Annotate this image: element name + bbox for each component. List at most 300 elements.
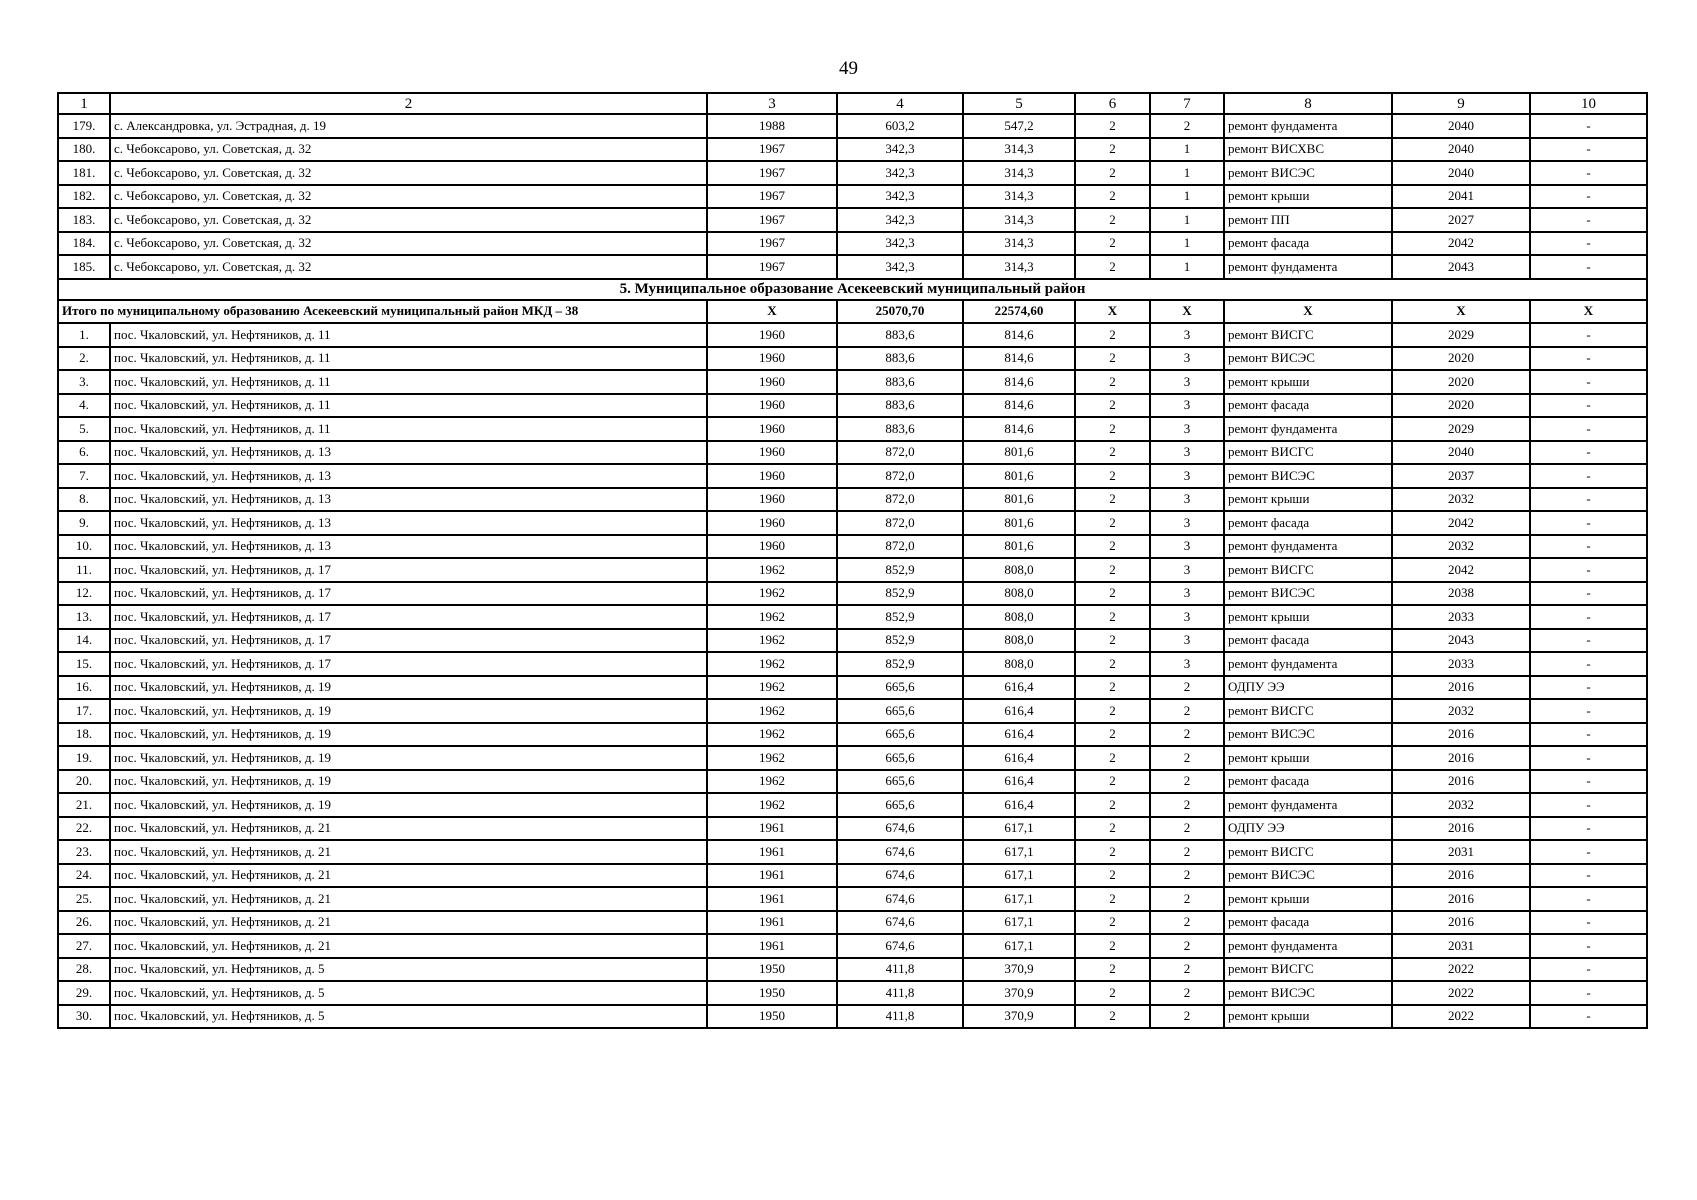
plan-year-cell: 2033	[1392, 605, 1530, 629]
table-row	[58, 417, 1647, 441]
address-cell: пос. Чкаловский, ул. Нефтяников, д. 13	[110, 535, 707, 559]
table-row	[58, 676, 1647, 700]
plan-year-cell: 2029	[1392, 323, 1530, 347]
address-cell: пос. Чкаловский, ул. Нефтяников, д. 19	[110, 746, 707, 770]
work-type-cell: ремонт ВИСЭС	[1224, 981, 1392, 1005]
total-year: X	[707, 300, 837, 324]
plan-year-cell: 2040	[1392, 161, 1530, 185]
entrances-cell: 1	[1150, 208, 1224, 232]
address-cell: с. Чебоксарово, ул. Советская, д. 32	[110, 208, 707, 232]
address-cell: пос. Чкаловский, ул. Нефтяников, д. 21	[110, 864, 707, 888]
table-row	[58, 1005, 1647, 1029]
plan-year-cell: 2016	[1392, 770, 1530, 794]
living-area-cell: 370,9	[963, 981, 1075, 1005]
work-type-cell: ремонт ВИСГС	[1224, 323, 1392, 347]
table-row	[58, 652, 1647, 676]
build-year-cell: 1962	[707, 558, 837, 582]
table-row	[58, 394, 1647, 418]
header-cell: 1	[58, 93, 110, 114]
plan-year-cell: 2042	[1392, 511, 1530, 535]
column-number-header-row	[58, 93, 1647, 114]
table-row	[58, 161, 1647, 185]
entrances-cell: 3	[1150, 323, 1224, 347]
living-area-cell: 808,0	[963, 558, 1075, 582]
floors-cell: 2	[1075, 1005, 1150, 1029]
floors-cell: 2	[1075, 723, 1150, 747]
entrances-cell: 2	[1150, 770, 1224, 794]
row-number-cell: 179.	[58, 114, 110, 138]
row-number-cell: 17.	[58, 699, 110, 723]
living-area-cell: 314,3	[963, 161, 1075, 185]
note-cell: -	[1530, 161, 1647, 185]
entrances-cell: 3	[1150, 441, 1224, 465]
living-area-cell: 617,1	[963, 934, 1075, 958]
entrances-cell: 2	[1150, 793, 1224, 817]
floors-cell: 2	[1075, 652, 1150, 676]
address-cell: пос. Чкаловский, ул. Нефтяников, д. 19	[110, 793, 707, 817]
work-type-cell: ремонт ПП	[1224, 208, 1392, 232]
plan-year-cell: 2041	[1392, 185, 1530, 209]
total-area-cell: 852,9	[837, 629, 963, 653]
plan-year-cell: 2040	[1392, 138, 1530, 162]
floors-cell: 2	[1075, 185, 1150, 209]
table-row	[58, 746, 1647, 770]
page-number: 49	[839, 58, 858, 79]
floors-cell: 2	[1075, 161, 1150, 185]
row-number-cell: 25.	[58, 887, 110, 911]
build-year-cell: 1962	[707, 676, 837, 700]
plan-year-cell: 2022	[1392, 981, 1530, 1005]
total-area-cell: 342,3	[837, 138, 963, 162]
row-number-cell: 19.	[58, 746, 110, 770]
entrances-cell: 3	[1150, 558, 1224, 582]
address-cell: пос. Чкаловский, ул. Нефтяников, д. 19	[110, 723, 707, 747]
living-area-cell: 616,4	[963, 793, 1075, 817]
total-area-cell: 883,6	[837, 347, 963, 371]
row-number-cell: 7.	[58, 464, 110, 488]
row-number-cell: 5.	[58, 417, 110, 441]
total-area-cell: 883,6	[837, 417, 963, 441]
address-cell: с. Александровка, ул. Эстрадная, д. 19	[110, 114, 707, 138]
total-entrances: X	[1150, 300, 1224, 324]
total-area-cell: 852,9	[837, 558, 963, 582]
header-cell: 5	[963, 93, 1075, 114]
section-title: 5. Муниципальное образование Асекеевский муниципальный район	[58, 279, 1647, 300]
table-row	[58, 488, 1647, 512]
work-type-cell: ремонт ВИСЭС	[1224, 464, 1392, 488]
total-area-cell: 411,8	[837, 981, 963, 1005]
entrances-cell: 3	[1150, 370, 1224, 394]
address-cell: пос. Чкаловский, ул. Нефтяников, д. 5	[110, 981, 707, 1005]
work-type-cell: ремонт крыши	[1224, 746, 1392, 770]
work-type-cell: ремонт крыши	[1224, 887, 1392, 911]
plan-year-cell: 2033	[1392, 652, 1530, 676]
plan-year-cell: 2031	[1392, 840, 1530, 864]
entrances-cell: 2	[1150, 723, 1224, 747]
work-type-cell: ремонт фундамента	[1224, 535, 1392, 559]
work-type-cell: ремонт фундамента	[1224, 652, 1392, 676]
row-number-cell: 30.	[58, 1005, 110, 1029]
floors-cell: 2	[1075, 370, 1150, 394]
build-year-cell: 1962	[707, 770, 837, 794]
living-area-cell: 616,4	[963, 723, 1075, 747]
entrances-cell: 1	[1150, 138, 1224, 162]
living-area-cell: 314,3	[963, 208, 1075, 232]
living-area-cell: 617,1	[963, 911, 1075, 935]
total-area-cell: 342,3	[837, 232, 963, 256]
table-row	[58, 535, 1647, 559]
work-type-cell: ремонт фундамента	[1224, 793, 1392, 817]
living-area-cell: 616,4	[963, 770, 1075, 794]
living-area-cell: 617,1	[963, 887, 1075, 911]
address-cell: пос. Чкаловский, ул. Нефтяников, д. 11	[110, 347, 707, 371]
plan-year-cell: 2043	[1392, 629, 1530, 653]
work-type-cell: ремонт фундамента	[1224, 114, 1392, 138]
note-cell: -	[1530, 208, 1647, 232]
total-total-area: 25070,70	[837, 300, 963, 324]
work-type-cell: ремонт крыши	[1224, 370, 1392, 394]
work-type-cell: ремонт фасада	[1224, 770, 1392, 794]
entrances-cell: 3	[1150, 488, 1224, 512]
total-area-cell: 852,9	[837, 582, 963, 606]
address-cell: пос. Чкаловский, ул. Нефтяников, д. 21	[110, 817, 707, 841]
row-number-cell: 16.	[58, 676, 110, 700]
floors-cell: 2	[1075, 488, 1150, 512]
living-area-cell: 616,4	[963, 746, 1075, 770]
living-area-cell: 547,2	[963, 114, 1075, 138]
plan-year-cell: 2016	[1392, 911, 1530, 935]
address-cell: пос. Чкаловский, ул. Нефтяников, д. 11	[110, 394, 707, 418]
entrances-cell: 2	[1150, 746, 1224, 770]
row-number-cell: 10.	[58, 535, 110, 559]
total-area-cell: 883,6	[837, 394, 963, 418]
build-year-cell: 1962	[707, 793, 837, 817]
floors-cell: 2	[1075, 605, 1150, 629]
address-cell: пос. Чкаловский, ул. Нефтяников, д. 21	[110, 840, 707, 864]
address-cell: пос. Чкаловский, ул. Нефтяников, д. 19	[110, 676, 707, 700]
note-cell: -	[1530, 511, 1647, 535]
note-cell: -	[1530, 817, 1647, 841]
row-number-cell: 23.	[58, 840, 110, 864]
plan-year-cell: 2043	[1392, 255, 1530, 279]
note-cell: -	[1530, 605, 1647, 629]
table-row	[58, 793, 1647, 817]
floors-cell: 2	[1075, 394, 1150, 418]
work-type-cell: ремонт фундамента	[1224, 255, 1392, 279]
build-year-cell: 1960	[707, 417, 837, 441]
floors-cell: 2	[1075, 958, 1150, 982]
floors-cell: 2	[1075, 582, 1150, 606]
floors-cell: 2	[1075, 770, 1150, 794]
floors-cell: 2	[1075, 864, 1150, 888]
address-cell: с. Чебоксарово, ул. Советская, д. 32	[110, 161, 707, 185]
address-cell: пос. Чкаловский, ул. Нефтяников, д. 13	[110, 464, 707, 488]
plan-year-cell: 2040	[1392, 441, 1530, 465]
build-year-cell: 1960	[707, 441, 837, 465]
note-cell: -	[1530, 394, 1647, 418]
living-area-cell: 370,9	[963, 958, 1075, 982]
note-cell: -	[1530, 488, 1647, 512]
floors-cell: 2	[1075, 511, 1150, 535]
table-row	[58, 605, 1647, 629]
address-cell: пос. Чкаловский, ул. Нефтяников, д. 19	[110, 770, 707, 794]
living-area-cell: 814,6	[963, 347, 1075, 371]
total-living-area: 22574,60	[963, 300, 1075, 324]
entrances-cell: 2	[1150, 911, 1224, 935]
address-cell: пос. Чкаловский, ул. Нефтяников, д. 21	[110, 887, 707, 911]
note-cell: -	[1530, 347, 1647, 371]
total-area-cell: 852,9	[837, 652, 963, 676]
floors-cell: 2	[1075, 208, 1150, 232]
note-cell: -	[1530, 770, 1647, 794]
work-type-cell: ремонт ВИСГС	[1224, 441, 1392, 465]
build-year-cell: 1960	[707, 464, 837, 488]
table-row	[58, 770, 1647, 794]
plan-year-cell: 2020	[1392, 347, 1530, 371]
work-type-cell: ремонт фасада	[1224, 911, 1392, 935]
build-year-cell: 1960	[707, 511, 837, 535]
build-year-cell: 1967	[707, 208, 837, 232]
living-area-cell: 801,6	[963, 488, 1075, 512]
plan-year-cell: 2016	[1392, 887, 1530, 911]
plan-year-cell: 2032	[1392, 699, 1530, 723]
total-area-cell: 665,6	[837, 723, 963, 747]
entrances-cell: 2	[1150, 934, 1224, 958]
build-year-cell: 1962	[707, 605, 837, 629]
note-cell: -	[1530, 864, 1647, 888]
table-row	[58, 255, 1647, 279]
note-cell: -	[1530, 232, 1647, 256]
total-label: Итого по муниципальному образованию Асекеевский муниципальный район МКД – 38	[58, 300, 707, 324]
plan-year-cell: 2040	[1392, 114, 1530, 138]
note-cell: -	[1530, 370, 1647, 394]
total-area-cell: 665,6	[837, 770, 963, 794]
entrances-cell: 2	[1150, 887, 1224, 911]
row-number-cell: 184.	[58, 232, 110, 256]
table-row	[58, 817, 1647, 841]
table-row	[58, 138, 1647, 162]
address-cell: пос. Чкаловский, ул. Нефтяников, д. 5	[110, 1005, 707, 1029]
address-cell: с. Чебоксарово, ул. Советская, д. 32	[110, 232, 707, 256]
entrances-cell: 3	[1150, 605, 1224, 629]
work-type-cell: ремонт ВИСЭС	[1224, 347, 1392, 371]
entrances-cell: 3	[1150, 347, 1224, 371]
address-cell: пос. Чкаловский, ул. Нефтяников, д. 11	[110, 323, 707, 347]
build-year-cell: 1961	[707, 864, 837, 888]
work-type-cell: ремонт фасада	[1224, 394, 1392, 418]
floors-cell: 2	[1075, 255, 1150, 279]
floors-cell: 2	[1075, 817, 1150, 841]
build-year-cell: 1960	[707, 370, 837, 394]
header-cell: 4	[837, 93, 963, 114]
entrances-cell: 3	[1150, 511, 1224, 535]
floors-cell: 2	[1075, 981, 1150, 1005]
address-cell: пос. Чкаловский, ул. Нефтяников, д. 17	[110, 558, 707, 582]
entrances-cell: 3	[1150, 582, 1224, 606]
work-type-cell: ремонт фасада	[1224, 629, 1392, 653]
build-year-cell: 1967	[707, 232, 837, 256]
work-type-cell: ремонт ВИСХВС	[1224, 138, 1392, 162]
table-row	[58, 232, 1647, 256]
note-cell: -	[1530, 417, 1647, 441]
entrances-cell: 3	[1150, 535, 1224, 559]
build-year-cell: 1961	[707, 817, 837, 841]
address-cell: с. Чебоксарово, ул. Советская, д. 32	[110, 255, 707, 279]
entrances-cell: 2	[1150, 981, 1224, 1005]
header-cell: 6	[1075, 93, 1150, 114]
address-cell: пос. Чкаловский, ул. Нефтяников, д. 17	[110, 582, 707, 606]
build-year-cell: 1961	[707, 887, 837, 911]
note-cell: -	[1530, 887, 1647, 911]
floors-cell: 2	[1075, 441, 1150, 465]
total-plan-year: X	[1392, 300, 1530, 324]
build-year-cell: 1960	[707, 488, 837, 512]
address-cell: пос. Чкаловский, ул. Нефтяников, д. 21	[110, 934, 707, 958]
row-number-cell: 29.	[58, 981, 110, 1005]
floors-cell: 2	[1075, 699, 1150, 723]
row-number-cell: 21.	[58, 793, 110, 817]
entrances-cell: 3	[1150, 464, 1224, 488]
work-type-cell: ремонт ВИСГС	[1224, 699, 1392, 723]
total-area-cell: 665,6	[837, 746, 963, 770]
work-type-cell: ОДПУ ЭЭ	[1224, 676, 1392, 700]
row-number-cell: 6.	[58, 441, 110, 465]
floors-cell: 2	[1075, 887, 1150, 911]
note-cell: -	[1530, 255, 1647, 279]
living-area-cell: 314,3	[963, 185, 1075, 209]
work-type-cell: ремонт ВИСЭС	[1224, 723, 1392, 747]
note-cell: -	[1530, 911, 1647, 935]
build-year-cell: 1950	[707, 981, 837, 1005]
address-cell: пос. Чкаловский, ул. Нефтяников, д. 13	[110, 488, 707, 512]
total-area-cell: 411,8	[837, 1005, 963, 1029]
total-area-cell: 883,6	[837, 370, 963, 394]
row-number-cell: 14.	[58, 629, 110, 653]
note-cell: -	[1530, 185, 1647, 209]
total-area-cell: 665,6	[837, 676, 963, 700]
entrances-cell: 1	[1150, 185, 1224, 209]
header-cell: 8	[1224, 93, 1392, 114]
build-year-cell: 1962	[707, 582, 837, 606]
note-cell: -	[1530, 558, 1647, 582]
living-area-cell: 314,3	[963, 138, 1075, 162]
floors-cell: 2	[1075, 232, 1150, 256]
address-cell: с. Чебоксарово, ул. Советская, д. 32	[110, 185, 707, 209]
build-year-cell: 1962	[707, 746, 837, 770]
total-area-cell: 852,9	[837, 605, 963, 629]
note-cell: -	[1530, 934, 1647, 958]
entrances-cell: 3	[1150, 652, 1224, 676]
table-row	[58, 464, 1647, 488]
living-area-cell: 617,1	[963, 840, 1075, 864]
note-cell: -	[1530, 793, 1647, 817]
entrances-cell: 2	[1150, 840, 1224, 864]
address-cell: пос. Чкаловский, ул. Нефтяников, д. 13	[110, 511, 707, 535]
note-cell: -	[1530, 138, 1647, 162]
living-area-cell: 814,6	[963, 394, 1075, 418]
total-area-cell: 674,6	[837, 934, 963, 958]
table-row	[58, 370, 1647, 394]
table-row	[58, 723, 1647, 747]
work-type-cell: ремонт ВИСЭС	[1224, 161, 1392, 185]
row-number-cell: 24.	[58, 864, 110, 888]
work-type-cell: ремонт крыши	[1224, 185, 1392, 209]
floors-cell: 2	[1075, 347, 1150, 371]
total-area-cell: 665,6	[837, 793, 963, 817]
build-year-cell: 1988	[707, 114, 837, 138]
entrances-cell: 3	[1150, 394, 1224, 418]
floors-cell: 2	[1075, 746, 1150, 770]
table-row	[58, 981, 1647, 1005]
build-year-cell: 1967	[707, 138, 837, 162]
note-cell: -	[1530, 981, 1647, 1005]
entrances-cell: 2	[1150, 817, 1224, 841]
plan-year-cell: 2020	[1392, 370, 1530, 394]
total-area-cell: 603,2	[837, 114, 963, 138]
section-total-row	[58, 300, 1647, 324]
build-year-cell: 1960	[707, 323, 837, 347]
living-area-cell: 801,6	[963, 464, 1075, 488]
floors-cell: 2	[1075, 323, 1150, 347]
table-row	[58, 114, 1647, 138]
build-year-cell: 1962	[707, 723, 837, 747]
table-row	[58, 887, 1647, 911]
table-row	[58, 864, 1647, 888]
row-number-cell: 180.	[58, 138, 110, 162]
row-number-cell: 28.	[58, 958, 110, 982]
build-year-cell: 1962	[707, 699, 837, 723]
header-cell: 7	[1150, 93, 1224, 114]
build-year-cell: 1967	[707, 185, 837, 209]
address-cell: пос. Чкаловский, ул. Нефтяников, д. 11	[110, 370, 707, 394]
note-cell: -	[1530, 629, 1647, 653]
work-type-cell: ремонт фасада	[1224, 511, 1392, 535]
table-row	[58, 629, 1647, 653]
floors-cell: 2	[1075, 676, 1150, 700]
note-cell: -	[1530, 699, 1647, 723]
entrances-cell: 2	[1150, 864, 1224, 888]
living-area-cell: 801,6	[963, 441, 1075, 465]
floors-cell: 2	[1075, 629, 1150, 653]
header-cell: 2	[110, 93, 707, 114]
plan-year-cell: 2032	[1392, 535, 1530, 559]
living-area-cell: 617,1	[963, 817, 1075, 841]
entrances-cell: 2	[1150, 114, 1224, 138]
table-row	[58, 934, 1647, 958]
address-cell: пос. Чкаловский, ул. Нефтяников, д. 17	[110, 629, 707, 653]
floors-cell: 2	[1075, 464, 1150, 488]
work-type-cell: ОДПУ ЭЭ	[1224, 817, 1392, 841]
build-year-cell: 1961	[707, 840, 837, 864]
living-area-cell: 808,0	[963, 605, 1075, 629]
entrances-cell: 2	[1150, 958, 1224, 982]
total-area-cell: 674,6	[837, 817, 963, 841]
row-number-cell: 12.	[58, 582, 110, 606]
plan-year-cell: 2037	[1392, 464, 1530, 488]
total-area-cell: 342,3	[837, 161, 963, 185]
living-area-cell: 314,3	[963, 232, 1075, 256]
plan-year-cell: 2016	[1392, 746, 1530, 770]
total-area-cell: 674,6	[837, 887, 963, 911]
note-cell: -	[1530, 1005, 1647, 1029]
work-type-cell: ремонт ВИСГС	[1224, 558, 1392, 582]
row-number-cell: 18.	[58, 723, 110, 747]
address-cell: пос. Чкаловский, ул. Нефтяников, д. 17	[110, 605, 707, 629]
work-type-cell: ремонт ВИСГС	[1224, 840, 1392, 864]
entrances-cell: 1	[1150, 161, 1224, 185]
row-number-cell: 1.	[58, 323, 110, 347]
note-cell: -	[1530, 535, 1647, 559]
